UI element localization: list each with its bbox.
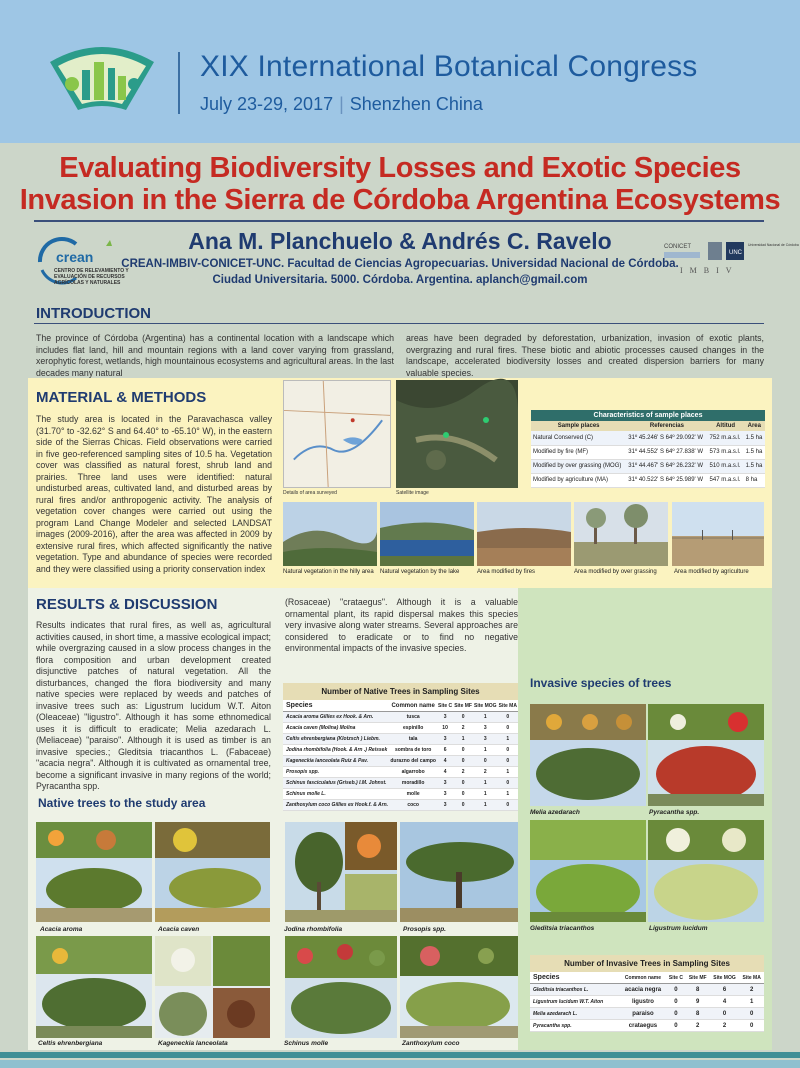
native-trees-heading: Native trees to the study area <box>38 796 206 810</box>
table-row <box>530 996 764 1008</box>
satellite-caption: Satellite image <box>396 490 429 496</box>
congress-date: July 23-29, 2017 <box>200 94 334 114</box>
table-header: Species <box>283 700 389 712</box>
native-trees-table <box>283 683 518 811</box>
table-cell: molle <box>389 789 437 800</box>
study-area-map <box>283 380 391 488</box>
poster-title-line1: Evaluating Biodiversity Losses and Exotic Species <box>59 152 741 184</box>
photo-caption: Area modified by agriculture <box>674 569 749 575</box>
table-cell: Modified by fire (MF) <box>531 445 626 459</box>
photo-acacia-aroma <box>36 822 152 922</box>
table-cell: 1 <box>498 734 518 745</box>
table-cell: 8 <box>686 984 710 996</box>
photo-melia <box>530 704 646 806</box>
species-caption: Zanthoxylum coco <box>402 1040 460 1047</box>
table-cell: tusca <box>389 712 437 723</box>
table-cell: 0 <box>739 1020 764 1032</box>
table-cell: 4 <box>437 756 453 767</box>
sample-places-caption: Characteristics of sample places <box>531 410 765 421</box>
map-caption: Details of area surveyed <box>283 490 337 496</box>
table-cell: 8 <box>686 1008 710 1020</box>
species-caption: Prosopis spp. <box>403 926 446 933</box>
table-cell: 1.5 ha <box>744 459 765 473</box>
table-header: Site MA <box>739 972 764 984</box>
table-cell: 3 <box>473 723 498 734</box>
table-cell: ligustro <box>620 996 666 1008</box>
table-cell: coco <box>389 800 437 811</box>
species-caption: Pyracantha spp. <box>649 809 700 816</box>
table-header: Area <box>744 421 765 431</box>
table-cell: 2 <box>453 723 473 734</box>
table-cell: 1 <box>473 800 498 811</box>
table-cell: Zanthoxylum coco Gillies ex Hook.f. & Arn. <box>283 800 389 811</box>
congress-date-line: July 23-29, 2017 | Shenzhen China <box>200 94 483 114</box>
table-row <box>283 734 518 745</box>
table-cell: paraiso <box>620 1008 666 1020</box>
congress-location: Shenzhen China <box>349 94 483 114</box>
methods-heading: MATERIAL & METHODS <box>36 389 207 406</box>
photo-gleditsia <box>530 820 646 922</box>
table-row <box>283 745 518 756</box>
poster-title-line2: Invasion in the Sierra de Córdoba Argentina Ecosystems <box>19 184 781 216</box>
results-text-b: (Rosaceae) "crataegus". Although it is a valuable ornamental plant, its rapid dispersal makes this species very invasive along water streams. Several approaches are considered to eradicate or to find no negative environmental impacts of the invasive species. <box>285 597 518 653</box>
table-header: Site MF <box>453 700 473 712</box>
table-cell: 3 <box>437 800 453 811</box>
crean-subtitle: CENTRO DE RELEVAMIENTO Y EVALUACIÓN DE RECURSOS AGRÍCOLAS Y NATURALES <box>54 268 129 286</box>
table-header: Site C <box>666 972 686 984</box>
table-cell: 752 m.a.s.l. <box>708 431 744 445</box>
table-cell: 2 <box>686 1020 710 1032</box>
table-cell: algarrobo <box>389 767 437 778</box>
table-cell: 1 <box>498 789 518 800</box>
table-row <box>283 723 518 734</box>
table-cell: Acacia caven (Molina) Molina <box>283 723 389 734</box>
photo-ligustrum <box>648 820 764 922</box>
photo-zanthoxylum <box>400 936 518 1038</box>
table-header: Sample places <box>531 421 626 431</box>
congress-title: XIX International Botanical Congress <box>200 50 698 83</box>
table-row <box>530 1008 764 1020</box>
table-cell: 31º 40.522' S 64º 25.989' W <box>626 473 707 487</box>
table-cell: 1 <box>473 789 498 800</box>
table-cell: 0 <box>666 1020 686 1032</box>
species-caption: Jodina rhombifolia <box>284 926 343 933</box>
photo-jodina <box>285 822 397 922</box>
table-cell: Natural Conserved (C) <box>531 431 626 445</box>
introduction-heading: INTRODUCTION <box>36 305 151 322</box>
invasive-table-title: Number of Invasive Trees in Sampling Sites <box>530 955 764 972</box>
results-heading: RESULTS & DISCUSSION <box>36 596 218 613</box>
photo-schinus <box>285 936 397 1038</box>
table-row <box>531 445 765 459</box>
conicet-wordmark: CONICET <box>664 244 691 250</box>
intro-text-left: The province of Córdoba (Argentina) has a continental location with a landscape which includes flat land, hill and mountain regions with a land cover varying from grassland, xerophytic forest, wetlands, high mountainous ecosystems and agricultural areas. In the last decades many natural <box>36 333 394 378</box>
table-cell: 0 <box>453 745 473 756</box>
table-cell: 0 <box>453 756 473 767</box>
table-cell: espinillo <box>389 723 437 734</box>
table-cell: 3 <box>473 734 498 745</box>
table-row <box>283 789 518 800</box>
table-cell: 0 <box>453 800 473 811</box>
photo-caption: Natural vegetation in the hilly area <box>283 569 374 575</box>
table-cell: 4 <box>710 996 740 1008</box>
table-header: Species <box>530 972 620 984</box>
table-header: Site MOG <box>710 972 740 984</box>
table-cell: 3 <box>437 712 453 723</box>
title-divider <box>34 220 764 222</box>
photo-overgrassing <box>574 502 668 566</box>
table-cell: 31º 44.552' S 64º 27.838' W <box>626 445 707 459</box>
table-cell: Modified by over grassing (MOG) <box>531 459 626 473</box>
table-header: Common name <box>389 700 437 712</box>
table-row <box>283 767 518 778</box>
species-caption: Kageneckia lanceolata <box>158 1040 228 1047</box>
table-cell: Jodina rhombifolia (Hook. & Arn .) Reissek <box>283 745 389 756</box>
table-cell: 0 <box>498 745 518 756</box>
affiliation-line1: CREAN-IMBIV-CONICET-UNC. Facultad de Ciencias Agropecuarias. Universidad Nacional de Córdoba. <box>121 258 679 270</box>
table-cell: 8 ha <box>744 473 765 487</box>
table-cell: 2 <box>453 767 473 778</box>
table-cell: 0 <box>498 800 518 811</box>
table-cell: 1 <box>498 767 518 778</box>
table-cell: tala <box>389 734 437 745</box>
table-cell: 6 <box>437 745 453 756</box>
table-cell: 0 <box>666 1008 686 1020</box>
table-row <box>530 984 764 996</box>
table-row <box>531 473 765 487</box>
unc-wordmark: UNC <box>729 250 742 256</box>
table-row <box>283 712 518 723</box>
photo-prosopis <box>400 822 518 922</box>
table-cell: 9 <box>686 996 710 1008</box>
table-cell: 0 <box>498 756 518 767</box>
table-cell: 1 <box>473 745 498 756</box>
table-cell: 3 <box>437 734 453 745</box>
table-cell: 0 <box>739 1008 764 1020</box>
species-caption: Acacia caven <box>158 926 200 933</box>
table-cell: Celtis ehrenbergiana (Klotzsch ) Liebm. <box>283 734 389 745</box>
table-cell: Schinus molle L. <box>283 789 389 800</box>
species-caption: Celtis ehrenbergiana <box>38 1040 103 1047</box>
table-cell: 0 <box>666 984 686 996</box>
banner-divider <box>178 52 180 114</box>
photo-agriculture <box>672 502 764 566</box>
photo-celtis <box>36 936 152 1038</box>
native-table-title: Number of Native Trees in Sampling Sites <box>283 683 518 700</box>
table-cell: moradillo <box>389 778 437 789</box>
table-cell: 3 <box>437 789 453 800</box>
table-cell: 573 m.a.s.l. <box>708 445 744 459</box>
table-cell: sombra de toro <box>389 745 437 756</box>
table-cell: Ligustrum lucidum W.T. Aiton <box>530 996 620 1008</box>
unc-subtitle: Universidad Nacional de Córdoba <box>748 243 799 247</box>
table-cell: 31º 45.246' S 64º 29.092' W <box>626 431 707 445</box>
footer-bar-lower <box>0 1060 800 1068</box>
species-caption: Schinus molle <box>284 1040 329 1047</box>
invasive-trees-heading: Invasive species of trees <box>530 676 672 690</box>
photo-caption: Area modified by over grassing <box>574 569 657 575</box>
species-caption: Acacia aroma <box>40 926 83 933</box>
table-cell: 10 <box>437 723 453 734</box>
footer-bar <box>0 1052 800 1058</box>
table-cell: 0 <box>453 789 473 800</box>
table-row <box>531 459 765 473</box>
intro-divider <box>34 323 764 324</box>
table-cell: 1 <box>473 778 498 789</box>
table-cell: 2 <box>710 1020 740 1032</box>
table-cell: crataegus <box>620 1020 666 1032</box>
photo-caption: Natural vegetation by the lake <box>380 569 460 575</box>
table-header: Common name <box>620 972 666 984</box>
congress-logo <box>42 40 162 112</box>
table-cell: 0 <box>473 756 498 767</box>
sample-places-table <box>531 410 765 488</box>
table-cell: 0 <box>498 712 518 723</box>
table-cell: 1.5 ha <box>744 445 765 459</box>
table-cell: 0 <box>666 996 686 1008</box>
species-caption: Melia azedarach <box>530 809 580 816</box>
methods-text: The study area is located in the Paravachasca valley (31.70° to -32.62° S and 64.40° to -65.10° W), in the eastern side of the Sierras Chicas. Field observations were carried in five geo-referenced sampling sites of 10.5 ha. Vegetation cover was classified as natural forest, shrub land and prairies. Three land uses were identified: natural undisturbed areas, cultivated land, and disturbed areas by rural fires and/or anthropogenic activity. The analysis of vegetation cover changes were carried out using the program Land Change Modeler and selected LANDSAT images (2009-2016), after the area was affected in 2009 by extensive rural fires, which affected significantly the native vegetation. Type and abundance of species were recorded and they were classified using a priority conservation index <box>36 414 272 574</box>
photo-fires <box>477 502 571 566</box>
species-caption: Ligustrum lucidum <box>649 925 708 932</box>
species-caption: Gleditsia triacanthos <box>530 925 595 932</box>
table-cell: 6 <box>710 984 740 996</box>
table-cell: 1.5 ha <box>744 431 765 445</box>
table-row <box>283 778 518 789</box>
table-cell: 4 <box>437 767 453 778</box>
table-row <box>531 431 765 445</box>
table-cell: 0 <box>453 778 473 789</box>
photo-pyracantha <box>648 704 764 806</box>
table-cell: 31º 44.467' S 64º 26.232' W <box>626 459 707 473</box>
table-cell: Acacia aroma Gillies ex Hook. & Arn. <box>283 712 389 723</box>
table-cell: Prosopis spp. <box>283 767 389 778</box>
table-cell: Pyracantha spp. <box>530 1020 620 1032</box>
photo-kageneckia <box>155 936 270 1038</box>
photo-lake <box>380 502 474 566</box>
table-cell: 2 <box>739 984 764 996</box>
table-cell: 1 <box>453 734 473 745</box>
table-header: Site MOG <box>473 700 498 712</box>
table-cell: 0 <box>498 778 518 789</box>
table-cell: acacia negra <box>620 984 666 996</box>
authors: Ana M. Planchuelo & Andrés C. Ravelo <box>188 228 612 254</box>
table-cell: Kageneckia lanceolata Ruiz & Pav. <box>283 756 389 767</box>
table-header: Site MA <box>498 700 518 712</box>
table-header: Site MF <box>686 972 710 984</box>
table-cell: 0 <box>710 1008 740 1020</box>
table-cell: Melia azedarach L. <box>530 1008 620 1020</box>
table-cell: 0 <box>498 723 518 734</box>
table-cell: 3 <box>437 778 453 789</box>
table-cell: 1 <box>473 712 498 723</box>
table-cell: 1 <box>739 996 764 1008</box>
table-cell: 2 <box>473 767 498 778</box>
table-cell: durazno del campo <box>389 756 437 767</box>
table-cell: Schinus fasciculatus (Griseb.) I.M. Johnst. <box>283 778 389 789</box>
table-cell: Modified by agriculture (MA) <box>531 473 626 487</box>
affiliation-line2: Ciudad Universitaria. 5000. Córdoba. Argentina. aplanch@gmail.com <box>212 274 588 286</box>
photo-hilly-area <box>283 502 377 566</box>
table-header: Referencias <box>626 421 707 431</box>
results-text-a: Results indicates that rural fires, as well as, agricultural activities caused, in short time, a massive ecological impact; while overgrazing caused in a slow process changes in the flora composition and urban development created disjunctive patches of natural vegetation. All the disturbances, changed the flora biodiversity and many native species were replaced by weeds and patches of invasive trees such as: Ligustrum lucidum W.T. Aiton (Oleaceae) "ligustro". Although it has some ethnomedical uses it is difficult to eradicate; Melia azedarach L. (Meliaceae) "paraiso". Although it is used as timber is an invasive species.; Gleditsia triacanthos L. (Fabaceae) "acacia negra". Although it is cultivated as ornamental tree, become a significant invasive in many regions of the world; Pyracantha spp. <box>36 620 271 791</box>
imbiv-label: IMBIV <box>680 266 739 275</box>
satellite-image <box>396 380 518 488</box>
crean-wordmark: crean <box>56 249 94 265</box>
table-header: Altitud <box>708 421 744 431</box>
photo-acacia-caven <box>155 822 270 922</box>
photo-caption: Area modified by fires <box>477 569 536 575</box>
intro-text-right: areas have been degraded by deforestation, urbanization, invasion of exotic plants, overgrazing and rural fires. These biotic and abiotic processes caused changes in the landscape, accelerated biodiversity losses and created dispersion barriers for many valuable species. <box>406 333 764 378</box>
table-cell: 0 <box>453 712 473 723</box>
table-cell: 510 m.a.s.l. <box>708 459 744 473</box>
table-cell: Gleditsia triacanthos L. <box>530 984 620 996</box>
invasive-trees-table <box>530 955 764 1032</box>
table-header: Site C <box>437 700 453 712</box>
table-cell: 547 m.a.s.l. <box>708 473 744 487</box>
table-row <box>530 1020 764 1032</box>
table-row <box>283 756 518 767</box>
table-row <box>283 800 518 811</box>
